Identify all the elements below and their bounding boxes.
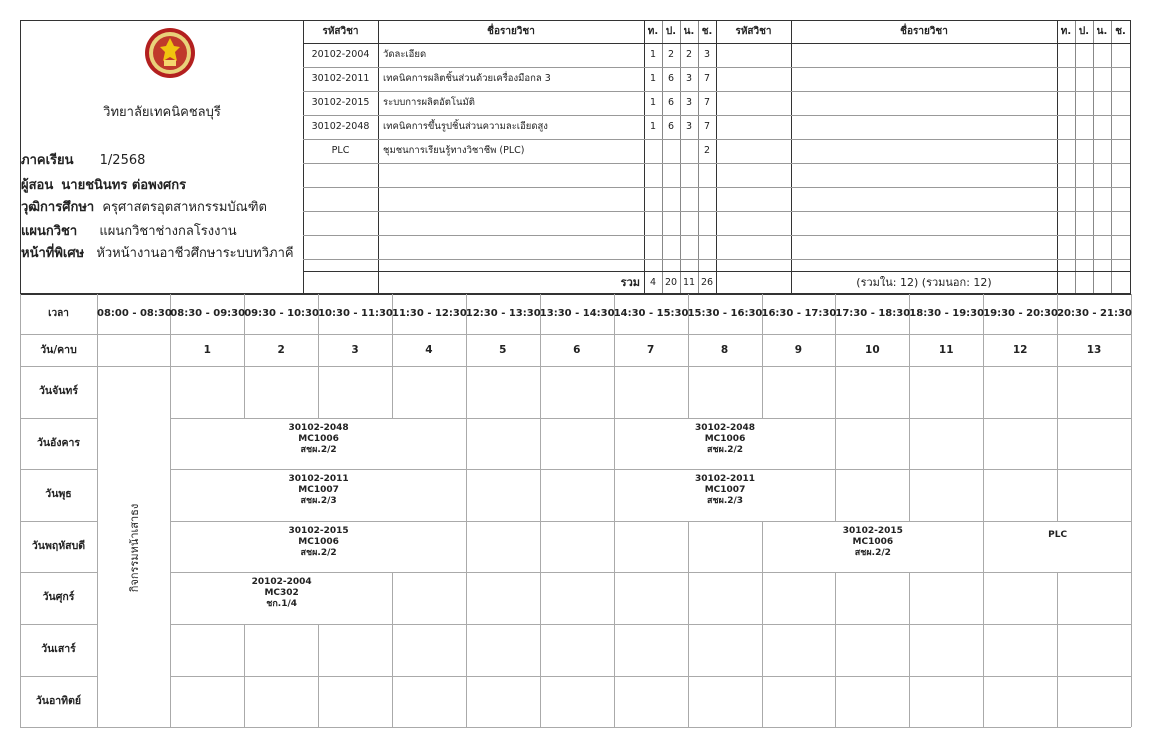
subject-t: 1 (649, 73, 657, 84)
subject-c: 7 (703, 121, 711, 132)
total-summary: (รวมใน: 12) (รวมนอก: 12) (856, 276, 992, 289)
subject-c: 2 (703, 145, 711, 156)
subject-code: 20102-2004 (311, 49, 370, 60)
course-header-table (20, 20, 1131, 294)
time-slot: 13:30 - 14:30 (539, 308, 615, 319)
class-block-line: สชผ.2/3 (706, 496, 744, 507)
period-number: 6 (573, 344, 581, 356)
college-logo-icon (144, 27, 196, 79)
class-block-line: สชผ.2/2 (854, 547, 891, 558)
class-block-line: MC1006 (298, 536, 339, 547)
special-duty-row (21, 242, 294, 263)
subject-c: 3 (703, 49, 711, 60)
subject-code: PLC (331, 145, 350, 156)
subject-code: 30102-2011 (311, 73, 370, 84)
degree-row (21, 196, 267, 217)
period-number: 2 (277, 344, 285, 356)
period-label: วัน/คาบ (40, 344, 77, 356)
semester-value: 1/2568 (99, 153, 146, 168)
class-block-line: MC1006 (852, 536, 894, 547)
class-block-line: PLC (1048, 529, 1068, 540)
total-p: 20 (664, 277, 678, 288)
class-block-line: 30102-2048 (288, 422, 349, 433)
college-name: วิทยาลัยเทคนิคชลบุรี (103, 105, 221, 120)
class-block-line: 30102-2011 (694, 474, 756, 485)
day-label: วันเสาร์ (41, 643, 76, 655)
teacher-row (21, 174, 186, 195)
class-block-line: MC1006 (298, 433, 339, 444)
class-block (171, 573, 392, 624)
subject-t: 1 (649, 97, 657, 108)
period-number: 13 (1086, 344, 1102, 356)
day-label: วันจันทร์ (39, 385, 78, 397)
time-slot: 18:30 - 19:30 (909, 308, 985, 319)
header-name-2: ชื่อรายวิชา (900, 26, 948, 37)
time-slot: 19:30 - 20:30 (983, 308, 1058, 319)
header-p-2: ป. (1078, 26, 1090, 37)
header-p: ป. (665, 26, 677, 37)
timetable-grid (20, 294, 1131, 722)
department-label: แผนกวิชา (21, 224, 78, 239)
subject-t: 1 (649, 121, 657, 132)
header-n: น. (683, 26, 695, 37)
day-label: วันอาทิตย์ (35, 694, 82, 707)
header-c: ช. (701, 26, 713, 37)
class-block-line: MC1006 (704, 433, 746, 444)
day-label: วันศุกร์ (42, 591, 75, 604)
class-block-line: 20102-2004 (251, 577, 312, 588)
subject-c: 7 (703, 73, 711, 84)
time-slot: 10:30 - 11:30 (318, 308, 393, 319)
class-block-line: 30102-2048 (694, 422, 756, 433)
header-c-2: ช. (1115, 26, 1126, 37)
class-block-text (171, 577, 392, 610)
day-label: วันพฤหัสบดี (31, 539, 86, 552)
subject-p (662, 139, 680, 163)
subject-p: 6 (667, 73, 675, 84)
header-code: รหัสวิชา (322, 26, 359, 37)
period-number: 5 (499, 344, 507, 356)
subject-name: เทคนิคการขึ้นรูปชิ้นส่วนความละเอียดสูง (383, 121, 548, 132)
special-duty-label: หน้าที่พิเศษ (21, 246, 85, 261)
grid-line (20, 727, 1131, 728)
time-slot: 12:30 - 13:30 (465, 308, 541, 319)
period-number: 10 (865, 344, 880, 356)
period-number: 11 (938, 344, 954, 356)
day-label: วันพุธ (45, 488, 72, 501)
class-block-line: 30102-2011 (288, 474, 349, 485)
subject-p: 6 (667, 97, 675, 108)
subject-name: เทคนิคการผลิตชิ้นส่วนด้วยเครื่องมือกล 3 (383, 73, 551, 84)
class-block-text (763, 526, 984, 559)
degree-label: วุฒิการศึกษา (21, 200, 95, 215)
flag-activity-label: กิจกรรมหน้าเสาธง (127, 503, 141, 592)
department-row (21, 220, 237, 241)
subject-n: 3 (685, 73, 693, 84)
special-duty-value: หัวหน้างานอาชีวศึกษาระบบทวิภาคี (96, 246, 294, 261)
period-number: 7 (646, 344, 655, 356)
time-slot: 09:30 - 10:30 (244, 308, 319, 319)
header-n-2: น. (1096, 26, 1108, 37)
subject-t (644, 139, 662, 163)
day-label: วันอังคาร (36, 436, 81, 449)
class-block-line: MC302 (264, 588, 299, 599)
time-slot: 14:30 - 15:30 (613, 308, 689, 319)
class-block (171, 419, 466, 470)
total-c: 26 (700, 277, 714, 288)
class-block-line: สชผ.2/2 (300, 444, 337, 455)
teacher-value: นายชนินทร ต่อพงศกร (61, 178, 187, 193)
time-slot: 08:30 - 09:30 (170, 308, 246, 319)
period-number: 12 (1012, 344, 1028, 356)
subject-n (680, 139, 698, 163)
class-block-line: สชผ.2/2 (300, 547, 337, 558)
subject-code: 30102-2048 (311, 121, 370, 132)
subject-t: 1 (649, 49, 657, 60)
semester-label: ภาคเรียน (21, 153, 74, 168)
time-label: เวลา (48, 308, 69, 319)
time-slot: 20:30 - 21:30 (1057, 308, 1132, 319)
grid-line (1131, 294, 1132, 727)
class-block (615, 470, 836, 521)
class-block (763, 522, 984, 573)
subject-n: 2 (685, 49, 693, 60)
period-number: 8 (720, 344, 729, 356)
total-n: 11 (682, 277, 696, 288)
flag-activity-cell (97, 366, 170, 727)
time-slot: 11:30 - 12:30 (392, 308, 467, 319)
class-block-text (171, 474, 466, 507)
class-block-line: ชก.1/4 (266, 599, 298, 610)
class-block-line: 30102-2015 (288, 525, 349, 536)
total-label: รวม (620, 276, 640, 289)
class-block-line: สชผ.2/2 (706, 444, 744, 455)
grid-line (170, 624, 1131, 625)
teacher-label: ผู้สอน (21, 178, 54, 193)
semester-row (21, 149, 145, 170)
subject-name: ชุมชนการเรียนรู้ทางวิชาชีพ (PLC) (383, 145, 525, 156)
class-block-line: สชผ.2/3 (300, 496, 337, 507)
subject-n: 3 (685, 97, 693, 108)
subject-code: 30102-2015 (311, 97, 370, 108)
class-block (984, 522, 1131, 573)
period-number: 9 (794, 344, 803, 356)
time-slot: 16:30 - 17:30 (761, 308, 837, 319)
class-block (171, 470, 466, 521)
subject-n: 3 (685, 121, 693, 132)
class-block-text (615, 423, 836, 456)
time-slot: 17:30 - 18:30 (835, 308, 911, 319)
class-block-line: MC1007 (704, 485, 746, 496)
subject-name: ระบบการผลิตอัตโนมัติ (383, 97, 475, 108)
period-number: 3 (351, 344, 359, 356)
period-number: 1 (203, 344, 211, 356)
department-value: แผนกวิชาช่างกลโรงงาน (99, 224, 237, 239)
class-block-text (984, 530, 1131, 541)
subject-name: วัดละเอียด (383, 49, 427, 60)
grid-line (170, 676, 1131, 677)
class-block-text (171, 526, 466, 559)
header-code-2: รหัสวิชา (735, 26, 772, 37)
header-t: ท. (647, 26, 659, 37)
period-number: 4 (425, 344, 433, 356)
subject-p: 6 (667, 121, 675, 132)
class-block-line: 30102-2015 (842, 525, 903, 536)
class-block-line: MC1007 (298, 485, 339, 496)
class-block-text (615, 474, 836, 507)
grid-line (20, 366, 1131, 367)
subject-c: 7 (703, 97, 711, 108)
class-block (171, 522, 466, 573)
header-t-2: ท. (1060, 26, 1072, 37)
degree-value: ครุศาสตรอุตสาหกรรมบัณฑิต (102, 200, 267, 215)
class-block-text (171, 423, 466, 456)
total-t: 4 (649, 277, 657, 288)
time-slot: 15:30 - 16:30 (687, 308, 763, 319)
class-block (615, 419, 836, 470)
time-slot: 08:00 - 08:30 (97, 308, 172, 319)
header-name: ชื่อรายวิชา (487, 26, 535, 37)
subject-p: 2 (667, 49, 675, 60)
